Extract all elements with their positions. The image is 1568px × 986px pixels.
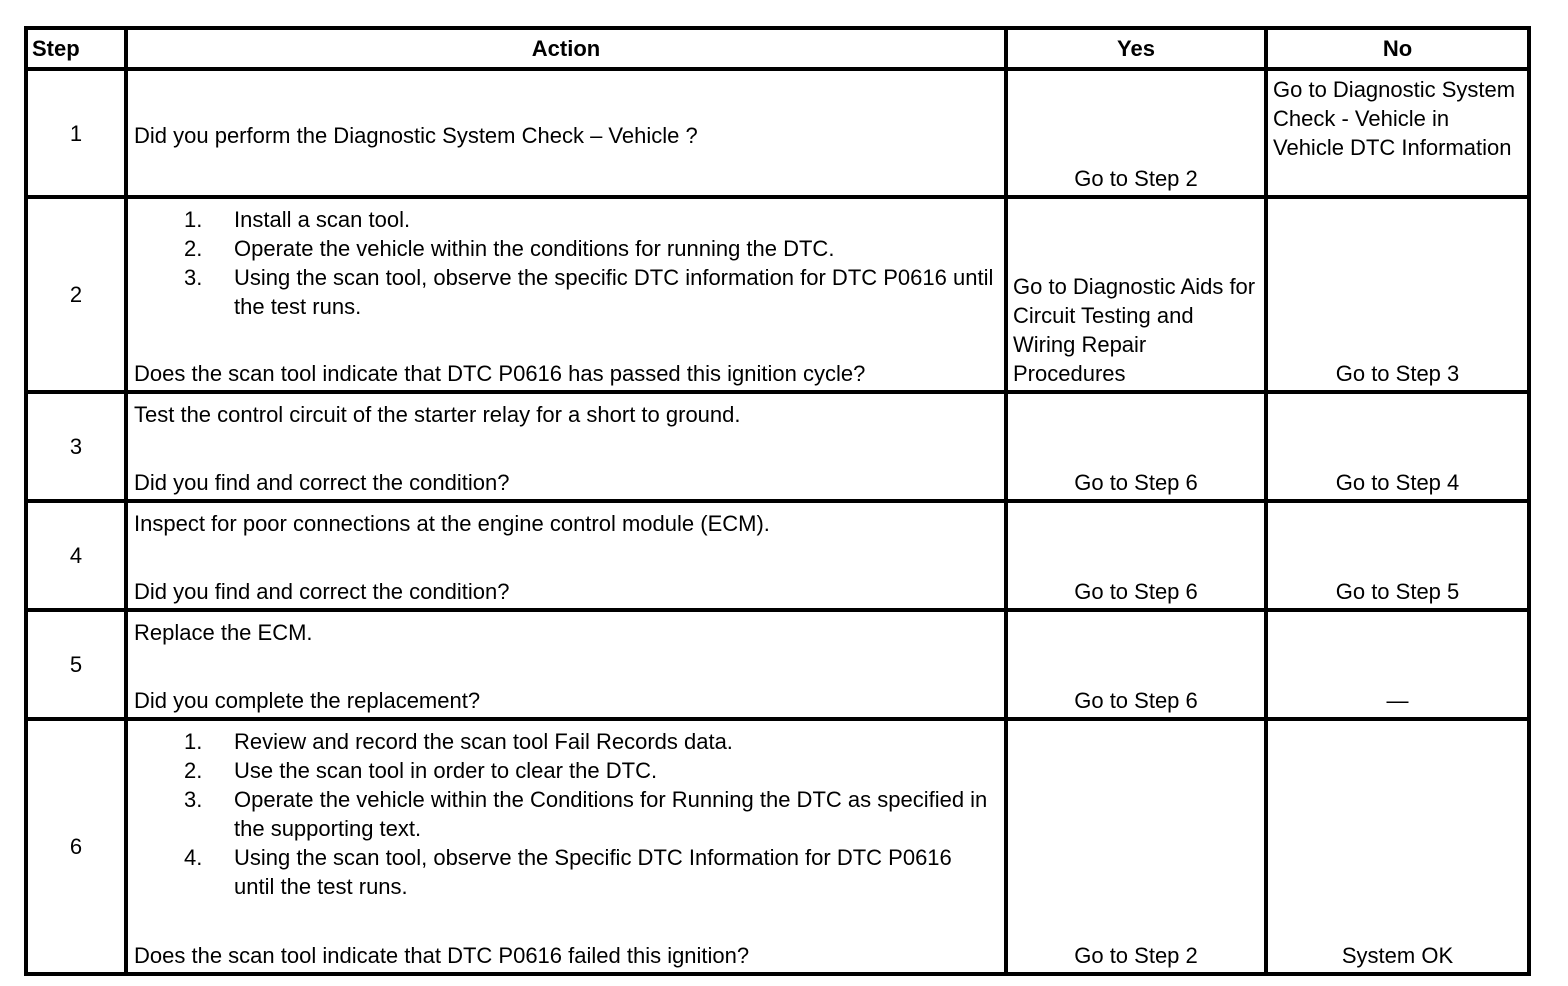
- table-row: [26, 719, 1529, 974]
- question-text: Did you complete the replacement?: [134, 688, 481, 713]
- action-cell: [126, 69, 1006, 197]
- yes-cell: [1006, 501, 1266, 610]
- item-text: Operate the vehicle within the Conditions for Running the DTC as specified in the supporting text.: [234, 787, 988, 841]
- list-item: [134, 263, 998, 321]
- question-text: Did you perform the Diagnostic System Check – Vehicle ?: [134, 123, 698, 148]
- yes-cell: [1006, 610, 1266, 719]
- action-steps-list: [134, 205, 998, 321]
- no-dash: —: [1386, 688, 1409, 713]
- action-cell: [126, 610, 1006, 719]
- yes-link[interactable]: Go to Step 6: [1074, 579, 1198, 604]
- item-number: 2.: [184, 758, 203, 783]
- list-item: [134, 727, 998, 756]
- yes-cell: [1006, 197, 1266, 392]
- step-number: 2: [26, 197, 126, 392]
- yes-cell: [1006, 719, 1266, 974]
- item-text: Using the scan tool, observe the specific DTC information for DTC P0616 until the test runs.: [234, 265, 994, 319]
- question-text: Does the scan tool indicate that DTC P0616 failed this ignition?: [134, 943, 750, 968]
- step-number: 4: [26, 501, 126, 610]
- action-cell: [126, 719, 1006, 974]
- step-number: 5: [26, 610, 126, 719]
- question-text: Did you find and correct the condition?: [134, 579, 510, 604]
- list-item: [134, 234, 998, 263]
- item-text: Using the scan tool, observe the Specific DTC Information for DTC P0616 until the test runs.: [234, 845, 952, 899]
- no-link[interactable]: Go to Step 5: [1335, 579, 1460, 604]
- list-item: [134, 785, 998, 843]
- item-text: Install a scan tool.: [234, 207, 411, 232]
- table-row: [26, 610, 1529, 719]
- item-number: 1.: [184, 729, 203, 754]
- step-number: 1: [26, 69, 126, 197]
- action-steps-list: [134, 727, 998, 901]
- yes-link[interactable]: Go to Step 6: [1074, 688, 1198, 713]
- yes-cell: [1006, 392, 1266, 501]
- no-cell: [1266, 197, 1529, 392]
- no-cell: [1266, 392, 1529, 501]
- action-cell: [126, 197, 1006, 392]
- step-number: 3: [26, 392, 126, 501]
- no-cell: [1266, 610, 1529, 719]
- header-row: [26, 28, 1529, 69]
- instruction-text: Replace the ECM.: [134, 620, 313, 645]
- no-cell: [1266, 719, 1529, 974]
- list-item: [134, 843, 998, 901]
- no-cell: [1266, 501, 1529, 610]
- list-item: [134, 756, 998, 785]
- yes-link[interactable]: Go to Step 6: [1074, 470, 1198, 495]
- diagnostic-table: [24, 26, 1531, 976]
- header-step: Step: [26, 28, 126, 69]
- header-yes: Yes: [1006, 28, 1266, 69]
- item-number: 2.: [184, 236, 203, 261]
- table-row: [26, 69, 1529, 197]
- step-number: 6: [26, 719, 126, 974]
- header-action: Action: [126, 28, 1006, 69]
- yes-link[interactable]: Go to Step 2: [1074, 943, 1198, 968]
- no-cell: [1266, 69, 1529, 197]
- no-link[interactable]: Go to Step 4: [1335, 470, 1460, 495]
- table-row: [26, 501, 1529, 610]
- no-link[interactable]: Go to Diagnostic System Check - Vehicle in Vehicle DTC Information: [1273, 77, 1516, 160]
- yes-link[interactable]: Go to Diagnostic Aids for Circuit Testing and Wiring Repair Procedures: [1013, 274, 1256, 386]
- action-cell: [126, 392, 1006, 501]
- item-number: 4.: [184, 845, 203, 870]
- item-number: 3.: [184, 787, 203, 812]
- yes-link[interactable]: Go to Step 2: [1074, 166, 1198, 191]
- table-row: [26, 197, 1529, 392]
- table-row: [26, 392, 1529, 501]
- item-number: 3.: [184, 265, 203, 290]
- no-status: System OK: [1341, 943, 1454, 968]
- diagnostic-table-container: [24, 26, 1527, 972]
- instruction-text: Inspect for poor connections at the engine control module (ECM).: [134, 511, 770, 536]
- question-text: Did you find and correct the condition?: [134, 470, 510, 495]
- header-no: No: [1266, 28, 1529, 69]
- action-cell: [126, 501, 1006, 610]
- item-text: Use the scan tool in order to clear the DTC.: [234, 758, 658, 783]
- question-text: Does the scan tool indicate that DTC P0616 has passed this ignition cycle?: [134, 361, 866, 386]
- item-text: Operate the vehicle within the conditions for running the DTC.: [234, 236, 835, 261]
- yes-cell: [1006, 69, 1266, 197]
- instruction-text: Test the control circuit of the starter relay for a short to ground.: [134, 402, 741, 427]
- item-text: Review and record the scan tool Fail Records data.: [234, 729, 733, 754]
- no-link[interactable]: Go to Step 3: [1335, 361, 1460, 386]
- list-item: [134, 205, 998, 234]
- item-number: 1.: [184, 207, 203, 232]
